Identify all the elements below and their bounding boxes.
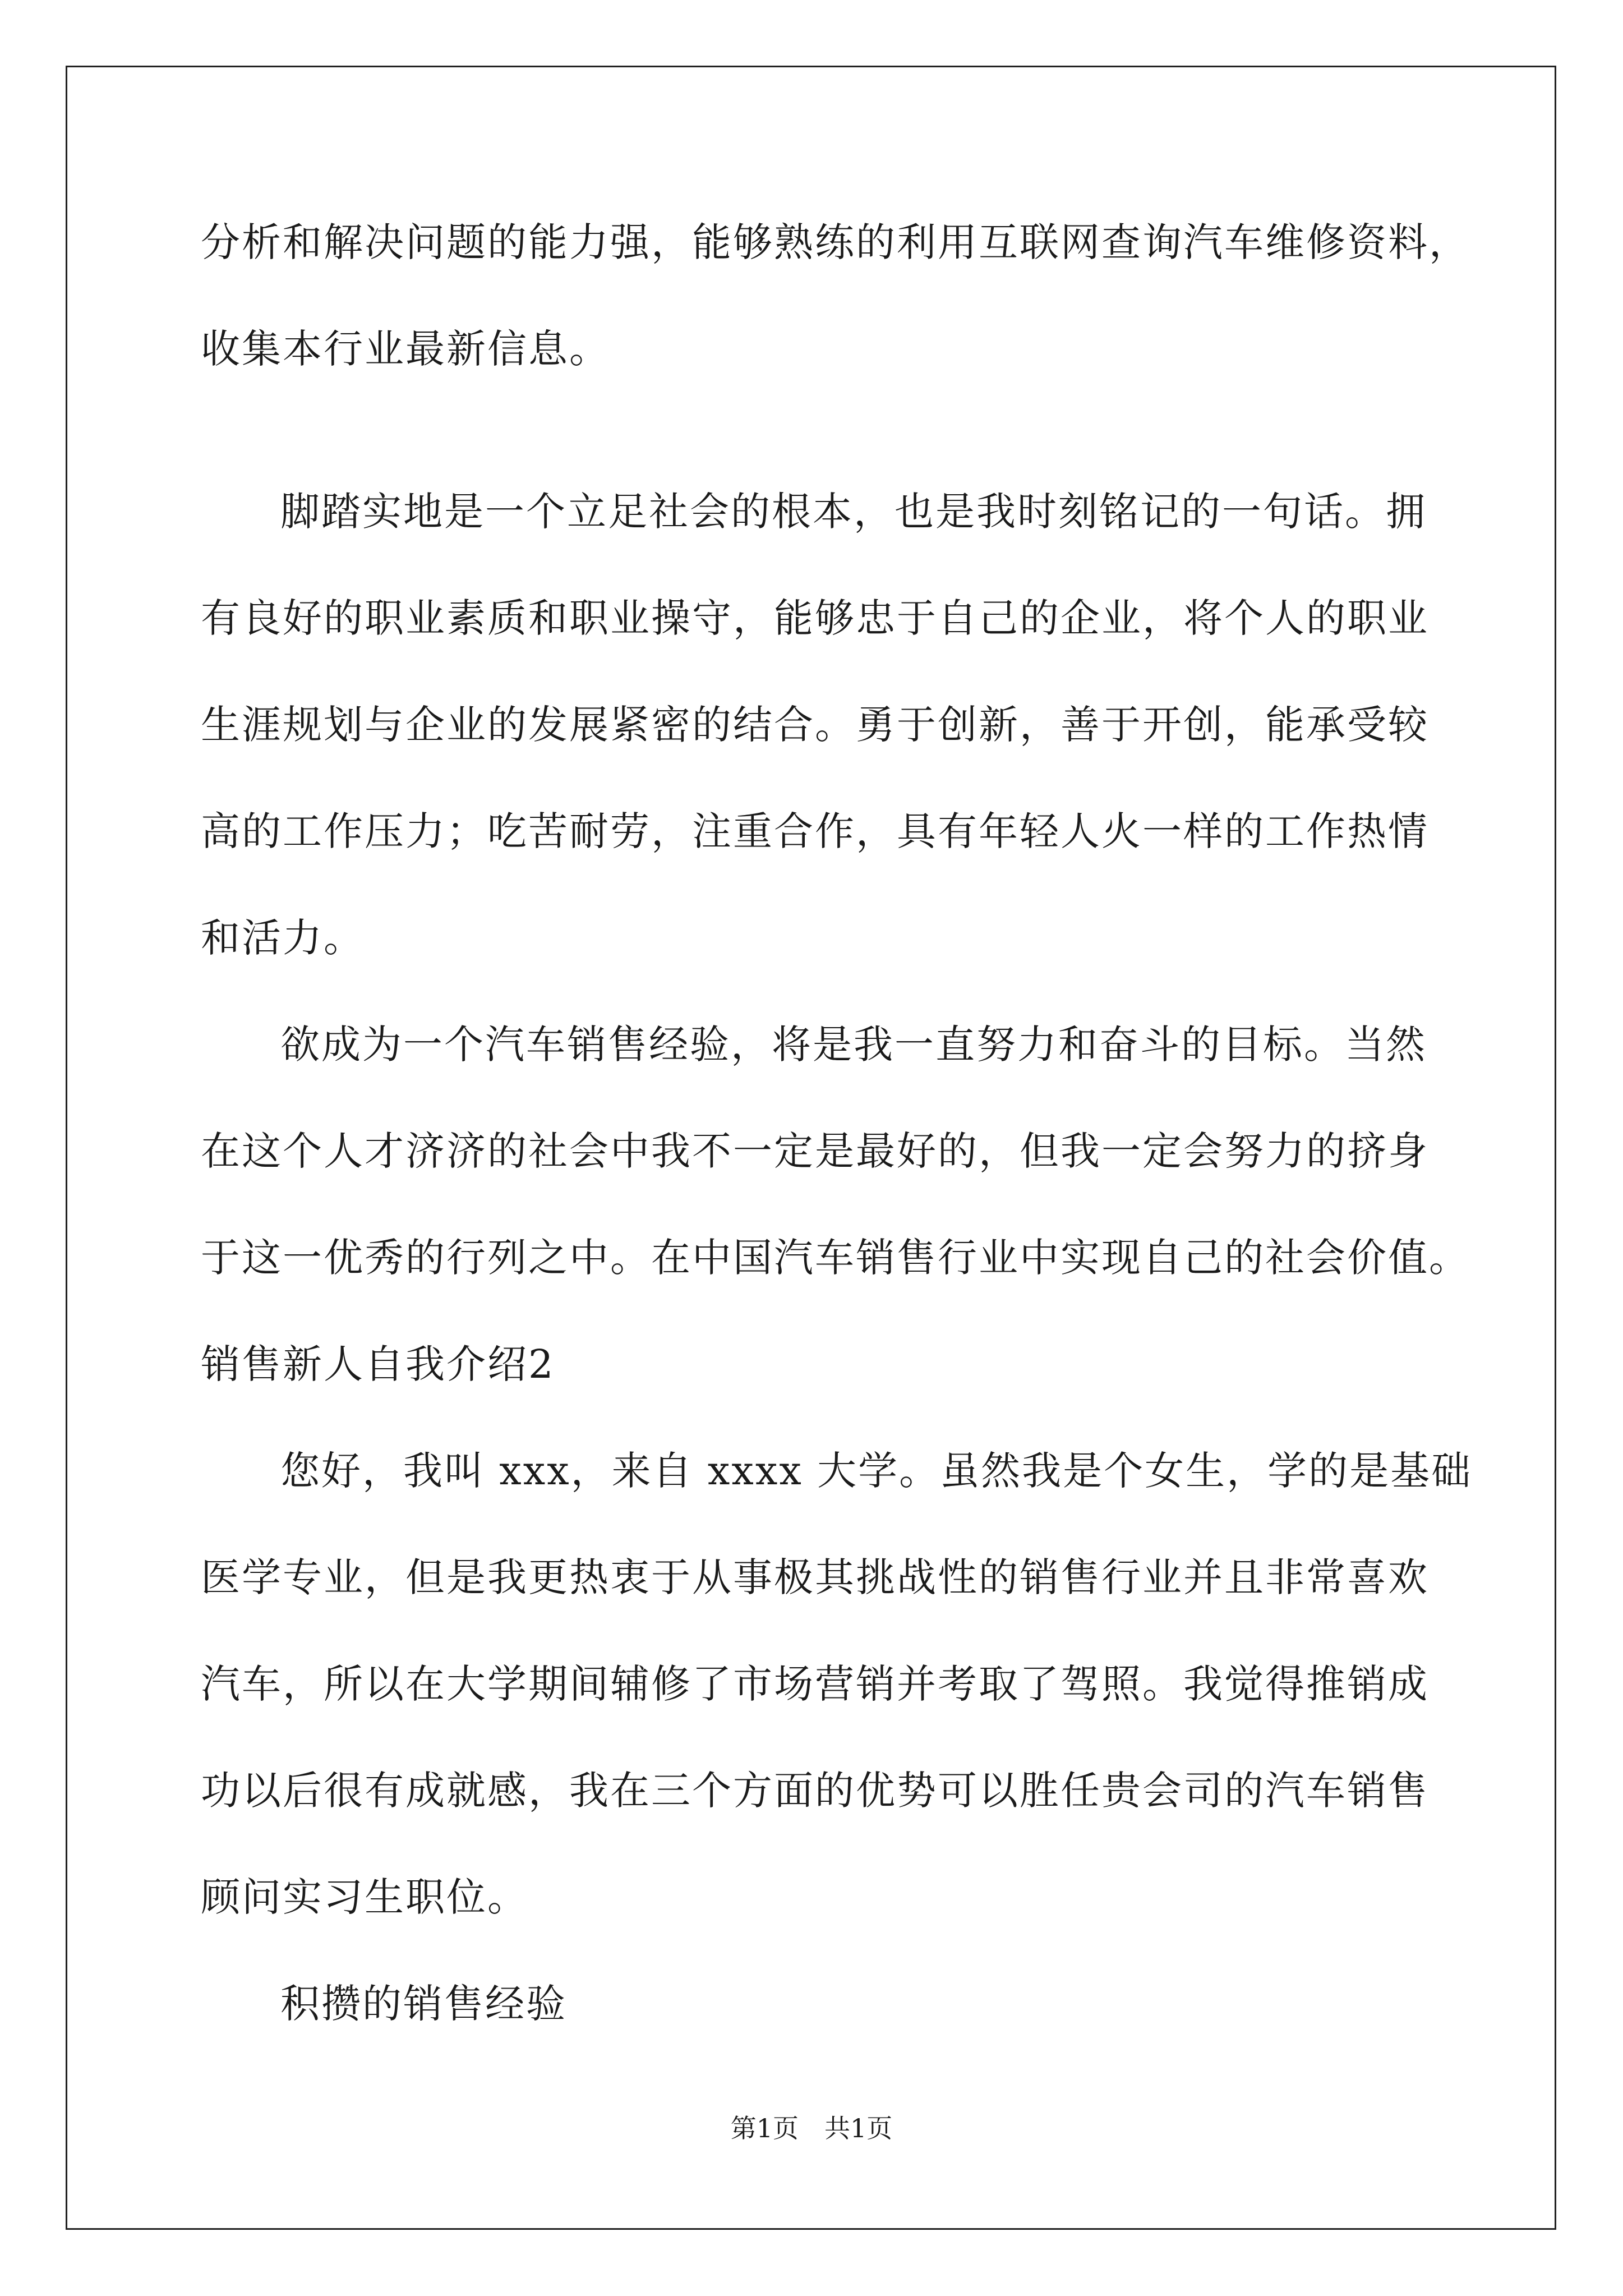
body-text-line: 和活力。: [201, 915, 365, 961]
body-text-line: 顾问实习生职位。: [201, 1874, 528, 1920]
body-text-line: 高的工作压力；吃苦耐劳，注重合作，具有年轻人火一样的工作热情: [201, 808, 1429, 854]
body-text-line: 功以后很有成就感，我在三个方面的优势可以胜任贵会司的汽车销售: [201, 1768, 1429, 1814]
body-text-line: 在这个人才济济的社会中我不一定是最好的，但我一定会努力的挤身: [201, 1128, 1429, 1174]
section-heading: 销售新人自我介绍2: [201, 1341, 555, 1387]
body-text-line: 医学专业，但是我更热衷于从事极其挑战性的销售行业并且非常喜欢: [201, 1554, 1429, 1600]
paragraph-start-line: 脚踏实地是一个立足社会的根本，也是我时刻铭记的一句话。拥: [280, 489, 1427, 535]
body-text-line: 有良好的职业素质和职业操守，能够忠于自己的企业，将个人的职业: [201, 595, 1429, 641]
body-text-line: 分析和解决问题的能力强，能够熟练的利用互联网查询汽车维修资料，: [201, 219, 1470, 265]
paragraph-start-line: 欲成为一个汽车销售经验，将是我一直努力和奋斗的目标。当然: [280, 1022, 1427, 1068]
body-text-line: 于这一优秀的行列之中。在中国汽车销售行业中实现自己的社会价值。: [201, 1235, 1470, 1281]
subheading-line: 积攒的销售经验: [280, 1981, 567, 2027]
page-number-footer: 第1页 共1页: [730, 2113, 893, 2143]
body-text-line: 收集本行业最新信息。: [201, 326, 610, 372]
body-text-line: 生涯规划与企业的发展紧密的结合。勇于创新，善于开创，能承受较: [201, 702, 1429, 748]
body-text-line: 汽车，所以在大学期间辅修了市场营销并考取了驾照。我觉得推销成: [201, 1661, 1429, 1707]
paragraph-start-line: 您好，我叫 xxx，来自 xxxx 大学。虽然我是个女生，学的是基础: [280, 1448, 1473, 1494]
